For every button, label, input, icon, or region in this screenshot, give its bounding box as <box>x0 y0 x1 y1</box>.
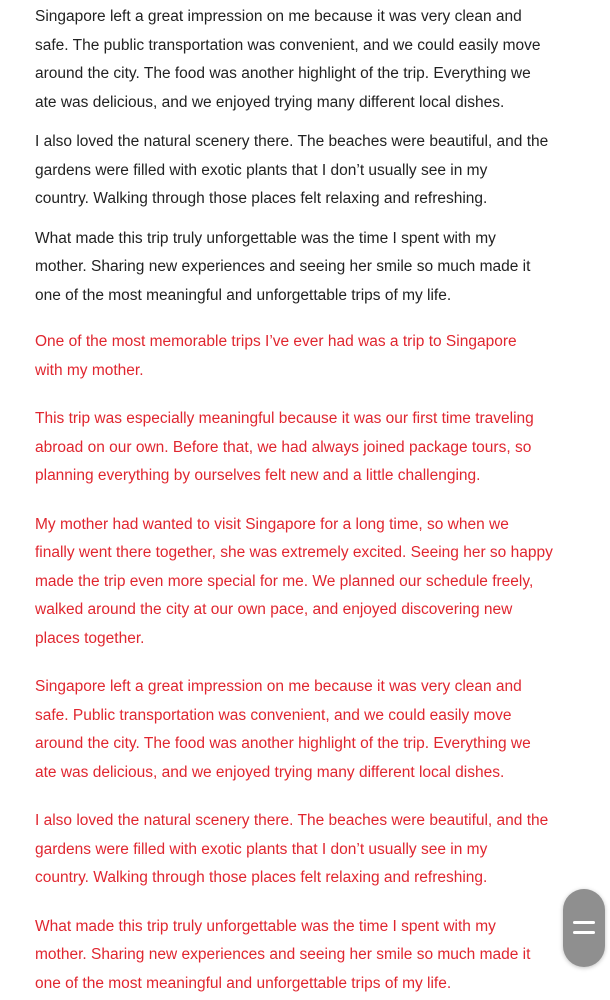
highlighted-paragraph: One of the most memorable trips I’ve ever had was a trip to Singapore with my mother. <box>35 333 517 379</box>
highlighted-text-section <box>35 328 583 998</box>
original-text-section <box>35 3 583 310</box>
drag-handle-icon[interactable] <box>563 889 605 967</box>
highlighted-paragraph: What made this trip truly unforgettable was the time I spent with my mother. Sharing new experiences and seeing her smile so much made it one of the most meaningful and unforgettable trips of my life. <box>35 917 531 992</box>
highlighted-paragraph: This trip was especially meaningful because it was our first time traveling abroad on our own. Before that, we had always joined package tours, so planning everything by ourselves felt new and a little challenging. <box>35 410 534 484</box>
paragraph: I also loved the natural scenery there. The beaches were beautiful, and the gardens were filled with exotic plants that I don’t usually see in my country. Walking through those places felt relaxing and refreshing. <box>35 133 549 207</box>
highlighted-paragraph: I also loved the natural scenery there. The beaches were beautiful, and the gardens were filled with exotic plants that I don’t usually see in my country. Walking through those places felt relaxing and refreshing. <box>35 812 549 886</box>
highlighted-paragraph: My mother had wanted to visit Singapore for a long time, so when we finally went there together, she was extremely excited. Seeing her so happy made the trip even more special for me. We planned our schedule freely, walked around the city at our own pace, and enjoyed discovering new places together. <box>35 515 553 647</box>
grip-line <box>573 921 595 924</box>
paragraph: Singapore left a great impression on me because it was very clean and safe. The public transportation was convenient, and we could easily move around the city. The food was another highlight of the trip. Everything we ate was delicious, and we enjoyed trying many different local dishes. <box>35 8 541 111</box>
highlighted-paragraph: Singapore left a great impression on me because it was very clean and safe. Public transportation was convenient, and we could easily move around the city. The food was another highlight of the trip. Everything we ate was delicious, and we enjoyed trying many different local dishes. <box>35 678 531 781</box>
paragraph: What made this trip truly unforgettable was the time I spent with my mother. Sharing new experiences and seeing her smile so much made it one of the most meaningful and unforgettable trips of my life. <box>35 229 531 304</box>
document-body <box>35 3 583 1000</box>
grip-line <box>573 931 595 934</box>
